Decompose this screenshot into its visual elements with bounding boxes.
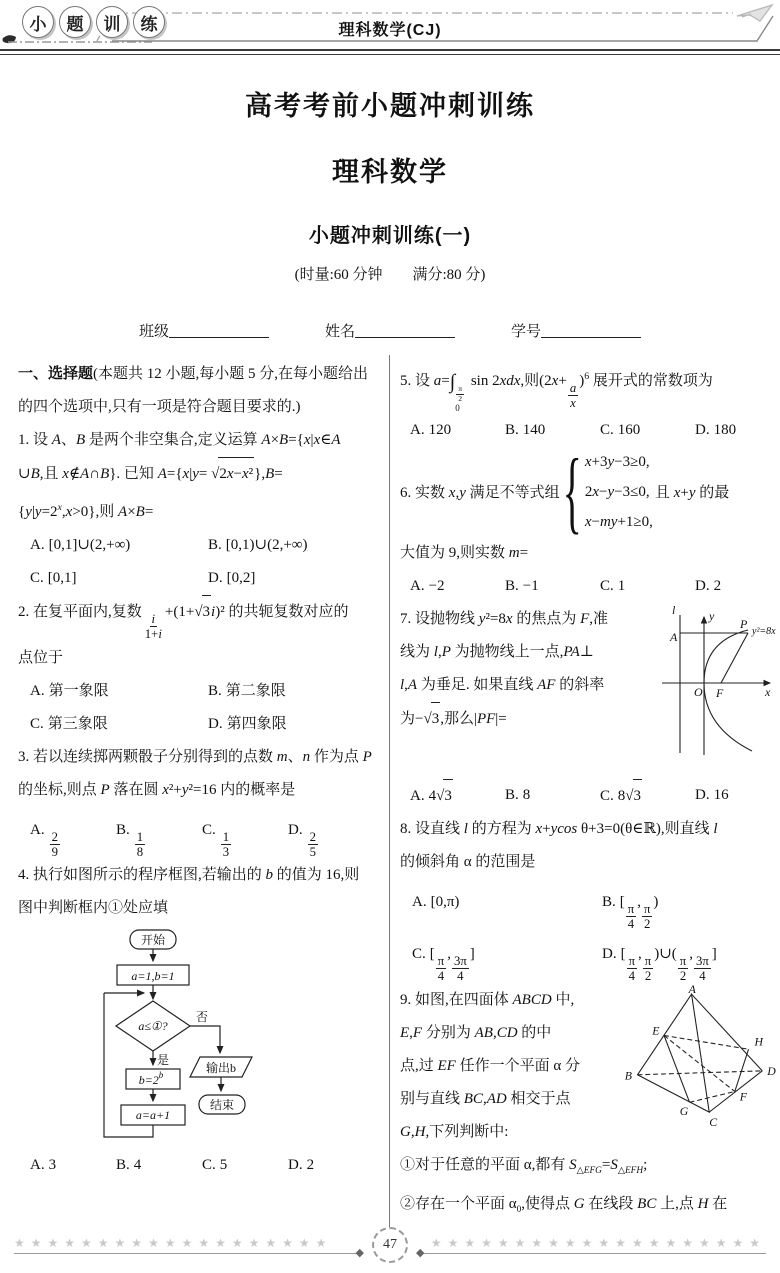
inequality-line: 2x−y−3≤0, bbox=[584, 483, 650, 500]
label-A: A bbox=[670, 629, 678, 644]
flow-pow-label: $b=2^b$ bbox=[138, 1070, 164, 1088]
section-header-line1: 一、选择题(本题共 12 小题,每小题 5 分,在每小题给出 bbox=[18, 365, 369, 382]
flow-end-label: 结束 bbox=[209, 1098, 235, 1113]
option-d: D. 2 bbox=[695, 577, 722, 594]
label-P: P bbox=[740, 616, 748, 631]
options-row bbox=[400, 879, 780, 932]
right-column bbox=[390, 355, 780, 1227]
question-line: 3. 若以连续掷两颗骰子分别得到的点数 m、n 作为点 P bbox=[18, 748, 372, 765]
question-line: 4. 执行如图所示的程序框图,若输出的 b 的值为 16,则 bbox=[18, 867, 360, 884]
logo-char: 小 bbox=[22, 6, 54, 38]
inequality-system-row bbox=[400, 438, 780, 543]
question-line: 为−√3,那么|PF|= bbox=[400, 702, 658, 736]
section-title: 小题冲刺训练(一) bbox=[308, 225, 472, 247]
flow-start-label: 开始 bbox=[140, 933, 166, 948]
label-x: x bbox=[765, 684, 771, 699]
options-row bbox=[18, 562, 383, 595]
flow-init-label: a=1,b=1 bbox=[131, 969, 175, 984]
label-F: F bbox=[739, 1089, 747, 1104]
option-c: C. 1 bbox=[600, 577, 626, 594]
options-row bbox=[18, 708, 383, 741]
question-line: G,H,下列判断中: bbox=[400, 1123, 509, 1140]
question-line: 的倾斜角 α 的范围是 bbox=[400, 853, 536, 870]
question-line: 9. 如图,在四面体 ABCD 中, bbox=[400, 991, 575, 1008]
question-line: 2. 在复平面内,复数 $\frac{i}{1+i}$ +(1+√3i)² 的共轭复数对应的 bbox=[18, 595, 383, 642]
question-7 bbox=[400, 603, 780, 813]
label-F: F bbox=[716, 685, 724, 700]
page-number: 47 bbox=[372, 1227, 408, 1263]
option-d: D. 180 bbox=[695, 421, 737, 438]
segment-HF bbox=[735, 1049, 749, 1091]
label-G: G bbox=[679, 1103, 689, 1118]
flow-inc-label: a=a+1 bbox=[135, 1108, 171, 1123]
face-ABC bbox=[637, 994, 709, 1112]
option-c: C. 5 bbox=[202, 1157, 228, 1174]
question-5 bbox=[400, 357, 780, 447]
question-line: $\{y|y=2^x,x>0\}$,则 A×B= bbox=[18, 502, 154, 520]
label-l: l bbox=[672, 602, 676, 617]
judgment-2: ②存在一个平面 $\alpha_0$,使得点 G 在线段 BC 上,点 H 在 bbox=[400, 1195, 728, 1215]
question-6 bbox=[400, 438, 780, 603]
question-line: 1. 设 A、B 是两个非空集合,定义运算 A×B={x|x∈A bbox=[18, 432, 341, 448]
footer-stars-right: ★★★★★★★★★★★★★★★★★★★★ bbox=[430, 1235, 766, 1250]
option-d: D. [ $\frac{\pi}{4}$ , $\frac{\pi}{2}$ )∪( $\frac{\pi}{2}$ , $\frac{3\pi}{4}$ ] bbox=[602, 946, 717, 984]
edge-AD bbox=[692, 994, 763, 1071]
page-footer bbox=[0, 1227, 780, 1273]
option-c: C. 第三象限 bbox=[30, 715, 108, 732]
id-blank bbox=[541, 323, 641, 338]
flow-output-label: 输出b bbox=[205, 1061, 237, 1076]
option-a: A. [0,π) bbox=[412, 893, 460, 910]
option-b: B. 8 bbox=[505, 786, 531, 803]
option-b: B. $\frac{1}{8}$ bbox=[116, 821, 144, 859]
options-row bbox=[18, 1149, 383, 1182]
main-title: 高考考前小题冲刺训练 bbox=[245, 91, 535, 121]
label-C: C bbox=[709, 1114, 718, 1129]
options-row bbox=[400, 779, 780, 813]
label-O: O bbox=[694, 684, 703, 699]
options-row bbox=[400, 931, 780, 984]
left-column bbox=[0, 355, 390, 1227]
option-d: D. [0,2] bbox=[208, 570, 256, 586]
option-d: D. 2 bbox=[288, 1157, 315, 1174]
option-d: D. 16 bbox=[695, 786, 729, 803]
option-c: C. [ $\frac{\pi}{4}$ , $\frac{3\pi}{4}$ ] bbox=[412, 946, 475, 984]
option-c: C. 160 bbox=[600, 421, 641, 438]
options-row bbox=[18, 675, 383, 708]
option-b: B. [0,1)∪(2,+∞) bbox=[208, 537, 308, 553]
option-a: A. 第一象限 bbox=[30, 682, 109, 699]
question-line: 点,过 EF 任作一个平面 α 分 bbox=[400, 1057, 580, 1074]
system-brace: { bbox=[562, 438, 582, 543]
parabola-curve bbox=[704, 630, 752, 751]
question-line: 的坐标,则点 P 落在圆 x²+y²=16 内的概率是 bbox=[18, 781, 296, 798]
question-text bbox=[400, 603, 658, 736]
question-1 bbox=[18, 424, 383, 595]
diamond-icon: ◆ bbox=[355, 1246, 364, 1259]
option-d: D. 第四象限 bbox=[208, 715, 287, 732]
label-B: B bbox=[624, 1068, 632, 1083]
label-equation: y²=8x bbox=[752, 625, 776, 637]
question-3 bbox=[18, 741, 383, 860]
option-a: A. −2 bbox=[410, 577, 445, 594]
option-a: A. 120 bbox=[410, 421, 452, 438]
options-row bbox=[400, 414, 780, 447]
option-b: B. [ $\frac{\pi}{4}$ , $\frac{\pi}{2}$ ) bbox=[602, 893, 659, 931]
option-c: C. [0,1] bbox=[30, 570, 77, 586]
question-line: 别与直线 BC,AD 相交于点 bbox=[400, 1090, 571, 1107]
name-blank bbox=[355, 323, 455, 338]
question-2 bbox=[18, 595, 383, 741]
question-line: 7. 设抛物线 y²=8x 的焦点为 F,准 bbox=[400, 610, 609, 627]
question-line: l,A 为垂足. 如果直线 AF 的斜率 bbox=[400, 676, 605, 693]
options-row bbox=[18, 529, 383, 562]
tetrahedron-figure bbox=[608, 981, 780, 1140]
footer-line-right bbox=[416, 1246, 766, 1259]
option-d: D. $\frac{2}{5}$ bbox=[288, 821, 316, 859]
option-c: C. $\frac{1}{3}$ bbox=[202, 821, 230, 859]
question-line: 线为 l,P 为抛物线上一点,PA⊥ bbox=[400, 643, 594, 660]
footer-left bbox=[14, 1235, 364, 1259]
option-c: C. 8√3 bbox=[600, 779, 695, 813]
question-line: 大值为 9,则实数 m= bbox=[400, 544, 529, 561]
label-H: H bbox=[754, 1034, 763, 1049]
student-info-row bbox=[0, 320, 780, 341]
label-E: E bbox=[652, 1023, 660, 1038]
option-a: A. [0,1]∪(2,+∞) bbox=[30, 537, 131, 553]
option-a: A. $\frac{2}{9}$ bbox=[30, 821, 58, 859]
footer-line-left bbox=[14, 1246, 364, 1259]
footer-stars-left: ★★★★★★★★★★★★★★★★★★★ bbox=[14, 1235, 333, 1250]
option-b: B. 第二象限 bbox=[208, 682, 286, 699]
option-a: A. 4√3 bbox=[410, 779, 505, 813]
class-field bbox=[139, 320, 269, 341]
parabola-figure bbox=[658, 603, 780, 779]
flow-yes-label: 是 bbox=[156, 1053, 170, 1068]
section-header-line2: 的四个选项中,只有一项是符合题目要求的.) bbox=[18, 399, 301, 415]
header-rule-thin bbox=[0, 54, 780, 55]
page-header bbox=[0, 0, 780, 58]
flow-cond-label: a≤①? bbox=[138, 1019, 168, 1034]
logo-char: 训 bbox=[96, 6, 128, 38]
options-row bbox=[18, 807, 383, 860]
option-b: B. 4 bbox=[116, 1157, 142, 1174]
question-line: E,F 分别为 AB,CD 的中 bbox=[400, 1024, 552, 1041]
segment-PF bbox=[721, 633, 748, 683]
flowchart-figure bbox=[80, 927, 380, 1149]
options-row bbox=[400, 570, 780, 603]
question-text bbox=[400, 984, 608, 1149]
class-label: 班级 bbox=[138, 324, 169, 340]
inequality-line: x−my+1≥0, bbox=[584, 513, 653, 530]
edge-BD-hidden bbox=[637, 1071, 762, 1075]
flow-no-label: 否 bbox=[195, 1010, 209, 1025]
question-line: 图中判断框内①处应填 bbox=[18, 900, 169, 917]
label-D: D bbox=[767, 1063, 776, 1078]
question-line: 6. 实数 x,y 满足不等式组 bbox=[400, 485, 560, 502]
question-line: 点位于 bbox=[18, 649, 64, 666]
class-blank bbox=[169, 323, 269, 338]
inequality-line: x+3y−3≥0, bbox=[584, 453, 650, 470]
logo-char: 练 bbox=[133, 6, 165, 38]
question-4 bbox=[18, 859, 383, 1182]
label-y: y bbox=[709, 608, 715, 623]
option-a: A. 3 bbox=[30, 1157, 57, 1174]
option-b: B. 140 bbox=[505, 421, 546, 438]
option-b: B. −1 bbox=[505, 577, 539, 594]
content-columns bbox=[0, 355, 780, 1227]
question-line: 8. 设直线 l 的方程为 x+ycos θ+3=0(θ∈ℝ),则直线 l bbox=[400, 820, 718, 837]
question-line: ∪B,且 x∉A∩B}. 已知 A={x|y= √2x−x²},B= bbox=[18, 457, 383, 491]
name-field bbox=[325, 320, 455, 341]
inequality-system bbox=[585, 447, 653, 537]
id-field bbox=[511, 320, 641, 341]
label-A: A bbox=[688, 981, 696, 996]
header-subject-title: 理科数学(CJ) bbox=[338, 22, 442, 39]
question-line: 5. 设 a=∫ $\frac{\pi}{2}$ 0 sin 2xdx,则(2x+ $\frac{a}{x}$ )$^6$ 展开式的常数项为 bbox=[400, 371, 713, 414]
question-8 bbox=[400, 813, 780, 984]
question-9 bbox=[400, 981, 780, 1227]
header-rule-thick bbox=[0, 49, 780, 51]
subject-title: 理科数学 bbox=[332, 157, 448, 187]
judgment-1: ①对于任意的平面 α,都有 $S_{\triangle EFG}=S_{\triangle EFH}$; bbox=[400, 1156, 648, 1176]
diamond-icon: ◆ bbox=[416, 1246, 425, 1259]
id-label: 学号 bbox=[511, 324, 542, 340]
exam-info: (时量:60 分钟 满分:80 分) bbox=[294, 267, 486, 283]
question-line: 且 x+y 的最 bbox=[654, 485, 730, 502]
logo-char: 题 bbox=[59, 6, 91, 38]
name-label: 姓名 bbox=[324, 324, 355, 340]
footer-right bbox=[416, 1235, 766, 1259]
